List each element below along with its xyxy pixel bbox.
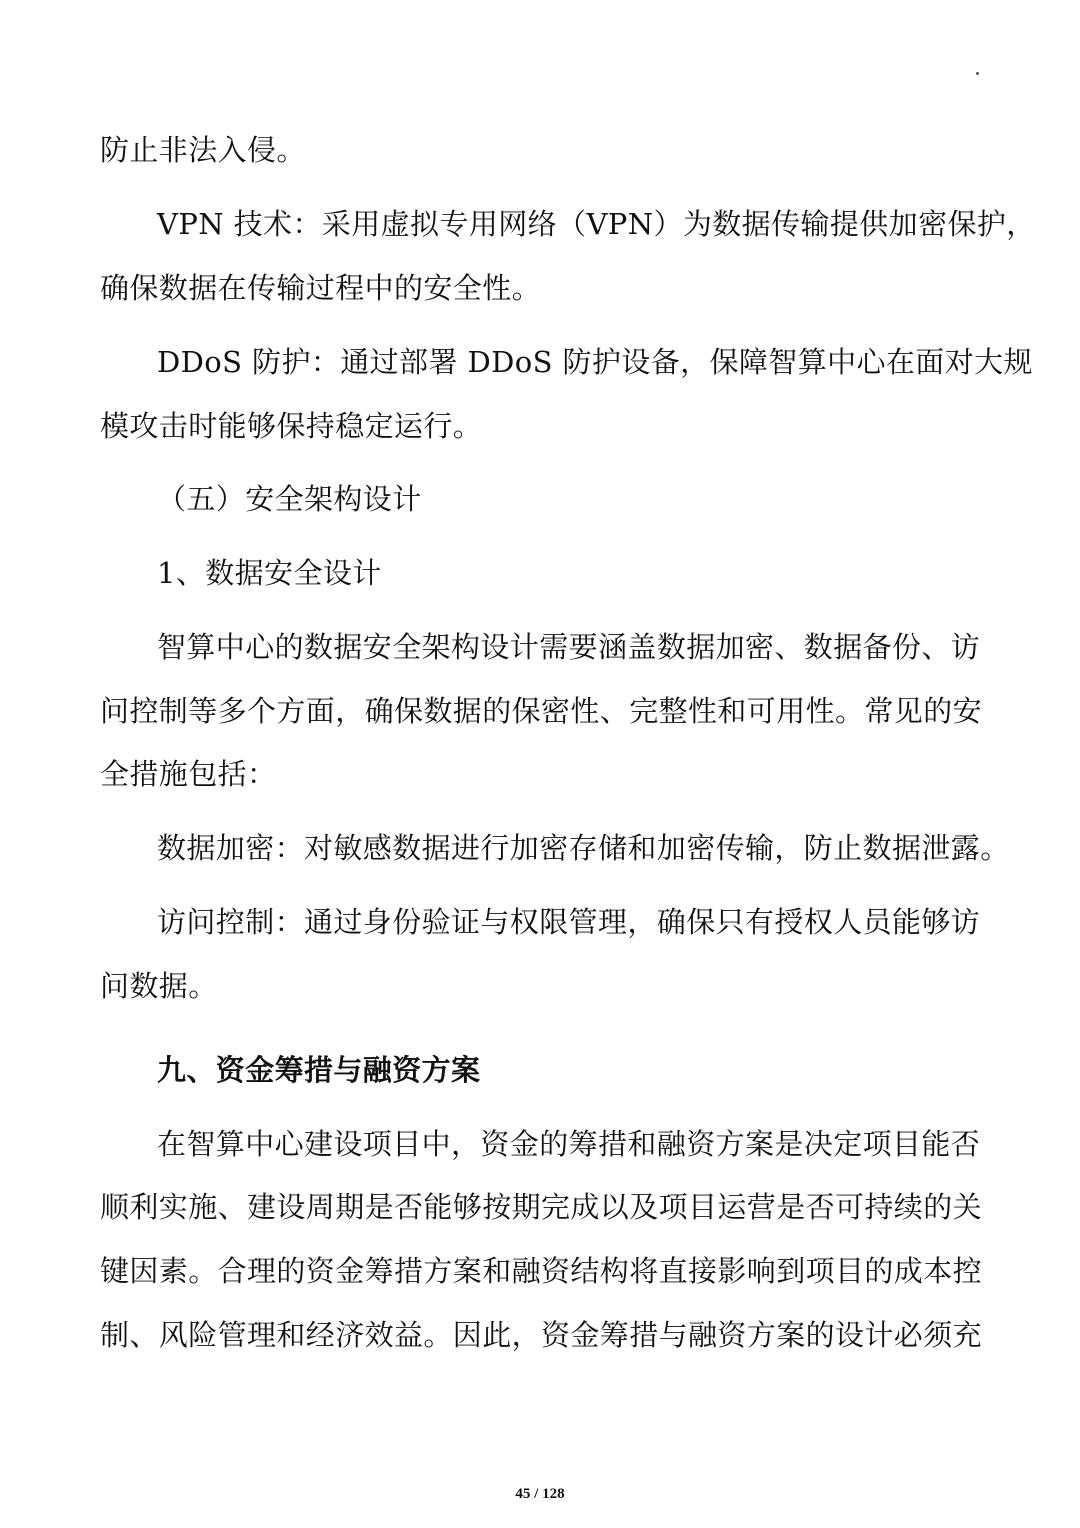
text-line: 问数据。 xyxy=(100,969,218,1003)
section-heading: （五）安全架构设计 xyxy=(157,482,422,516)
chapter-heading: 九、资金筹措与融资方案 xyxy=(157,1053,481,1087)
text-line: 确保数据在传输过程中的安全性。 xyxy=(100,271,542,305)
text-line: VPN 技术：采用虚拟专用网络（VPN）为数据传输提供加密保护， xyxy=(157,207,1036,241)
text-line: 在智算中心建设项目中，资金的筹措和融资方案是决定项目能否 xyxy=(157,1127,981,1161)
text-line: 问控制等多个方面，确保数据的保密性、完整性和可用性。常见的安 xyxy=(100,694,983,728)
text-line: 制、风险管理和经济效益。因此，资金筹措与融资方案的设计必须充 xyxy=(100,1318,983,1352)
text-line: 数据加密：对敏感数据进行加密存储和加密传输，防止数据泄露。 xyxy=(157,831,1010,865)
text-line: DDoS 防护：通过部署 DDoS 防护设备，保障智算中心在面对大规 xyxy=(157,345,1033,379)
text-line: 智算中心的数据安全架构设计需要涵盖数据加密、数据备份、访 xyxy=(157,630,981,664)
text-line: 键因素。合理的资金筹措方案和融资结构将直接影响到项目的成本控 xyxy=(100,1254,983,1288)
corner-mark xyxy=(976,72,979,75)
text-line: 全措施包括： xyxy=(100,757,277,791)
text-line: 顺利实施、建设周期是否能够按期完成以及项目运营是否可持续的关 xyxy=(100,1190,983,1224)
page-number: 45 / 128 xyxy=(515,1486,565,1502)
text-line: 访问控制：通过身份验证与权限管理，确保只有授权人员能够访 xyxy=(157,905,981,939)
text-line: 模攻击时能够保持稳定运行。 xyxy=(100,409,483,443)
text-line: 防止非法入侵。 xyxy=(100,133,306,167)
subsection-heading: 1、数据安全设计 xyxy=(157,556,382,590)
